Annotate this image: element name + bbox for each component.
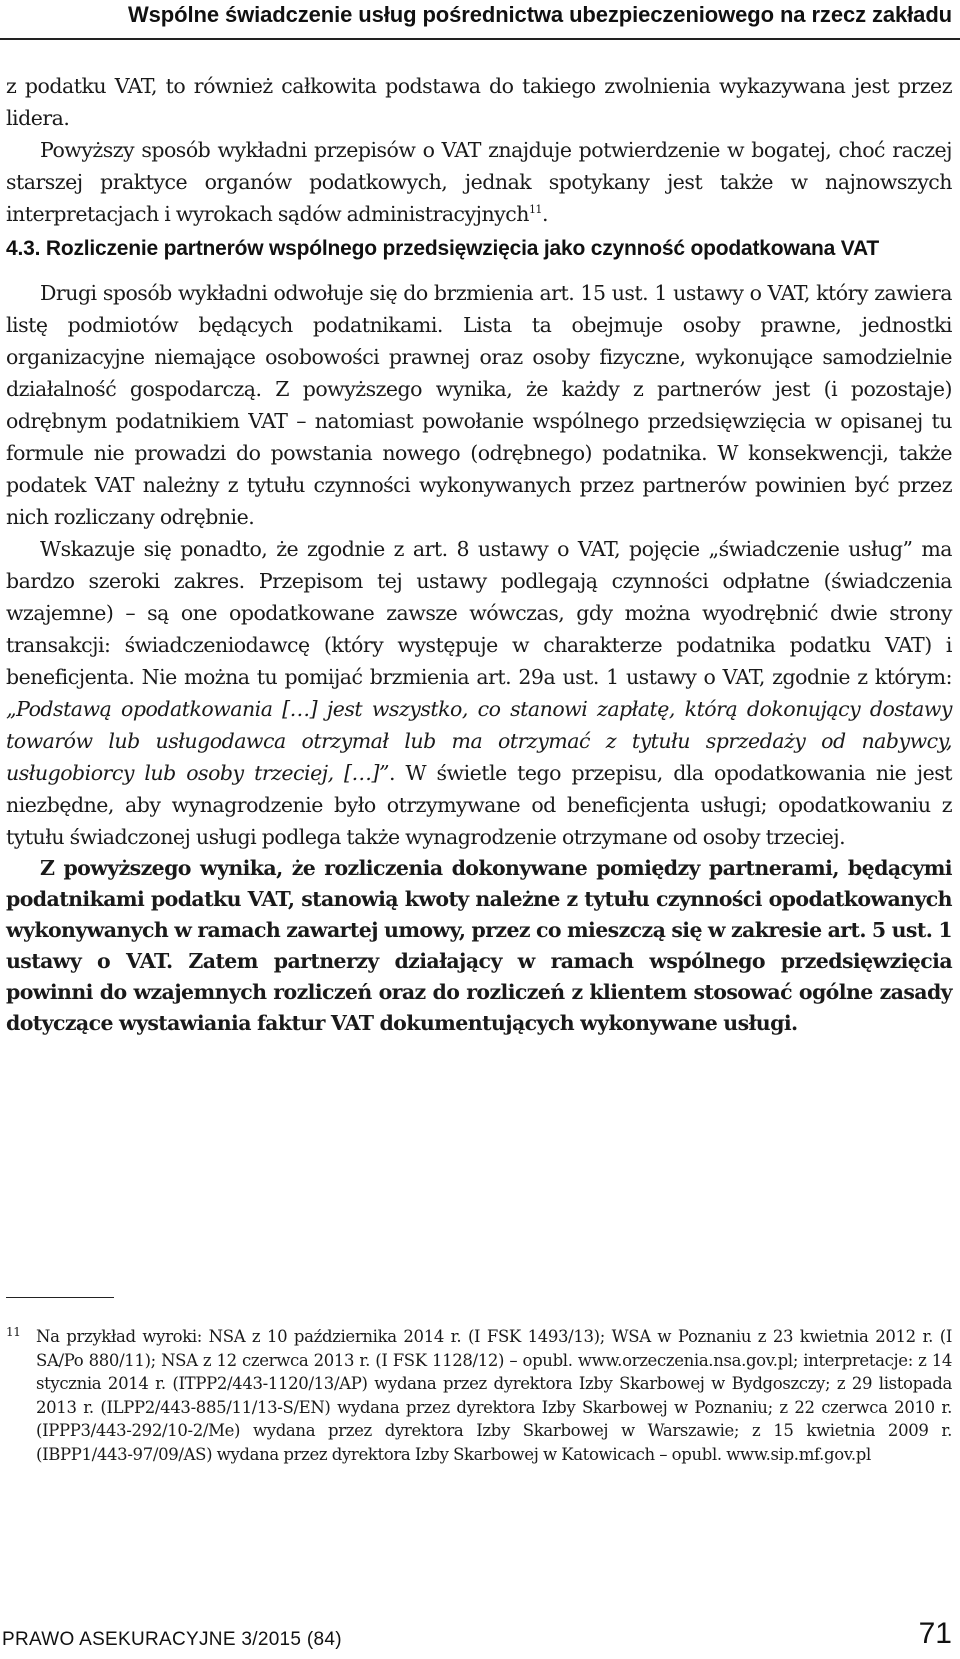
journal-footer: PRAWO ASEKURACYJNE 3/2015 (84) bbox=[2, 1629, 342, 1650]
statute-quote: „Podstawą opodatkowania […] jest wszystko, co stanowi zapłatę, którą dokonujący dostawy towarów lub usługodawca otrzymał lub ma otrzymać z tytułu sprzedaży od nabywcy, usługobiorcy lub osoby trzeciej, […]” bbox=[6, 697, 952, 785]
paragraph-interpretation bbox=[6, 134, 952, 230]
running-header bbox=[0, 0, 960, 40]
paragraph-service-end: . W świetle tego przepisu, dla opodatkowania nie jest niezbędne, aby wynagrodzenie było otrzymywane od beneficjenta usługi; opodatkowaniu z tytułu świadczonej usługi podlega także wynagrodzenie otrzymane od osoby trzeciej. bbox=[6, 761, 953, 849]
footnote-text: Na przykład wyroki: NSA z 10 października 2014 r. (I FSK 1493/13); WSA w Poznaniu z 23 kwietnia 2012 r. (I SA/Po 880/11); NSA z 12 czerwca 2013 r. (I FSK 1128/12) – opubl. www.orzeczenia.nsa.gov.pl; interpretacje: z 14 stycznia 2014 r. (ITPP2/443-1120/13/AP) wydana przez dyrektora Izby Skarbowej w Bydgoszczy; z 29 listopada 2013 r. (ILPP2/443-885/11/13-S/EN) wydana przez dyrektora Izby Skarbowej w Poznaniu; z 22 czerwca 2010 r. (IPPP3/443-292/10-2/Me) wydana przez dyrektora Izby Skarbowej w Warszawie; z 15 kwietnia 2009 r. (IBPP1/443-97/09/AS) wydana przez dyrektora Izby Skarbowej w Katowicach – opubl. www.sip.mf.gov.pl bbox=[36, 1327, 952, 1464]
section-heading: 4.3. Rozliczenie partnerów wspólnego przedsięwzięcia jako czynność opodatkowana VAT bbox=[6, 237, 879, 260]
paragraph-service-text: Wskazuje się ponadto, że zgodnie z art. 8 ustawy o VAT, pojęcie „świadczenie usług” ma bardzo szeroki zakres. Przepisom tej ustawy podlegają czynności odpłatne (świadczenia wzajemne) – są one opodatkowane zawsze wówczas, gdy można wyodrębnić dwie strony transakcji: świadczeniodawcę (który występuje w charakterze podatnika podatku VAT) i beneficjenta. Nie można tu pomijać brzmienia art. 29a ust. 1 ustawy o VAT, zgodnie z którym: bbox=[6, 537, 952, 689]
running-header-title: Wspólne świadczenie usług pośrednictwa ubezpieczeniowego na rzecz zakładu bbox=[128, 2, 952, 27]
paragraph-continuation: z podatku VAT, to również całkowita podstawa do takiego zwolnienia wykazywana jest przez lidera. bbox=[6, 74, 952, 130]
page-number: 71 bbox=[918, 1617, 952, 1650]
paragraph-interpretation-text: Powyższy sposób wykładni przepisów o VAT znajduje potwierdzenie w bogatej, choć raczej starszej praktyce organów podatkowych, jednak spotykany jest także w najnowszych interpretacjach i wyrokach sądów administracyjnych bbox=[6, 138, 952, 226]
footnote-divider bbox=[6, 1297, 114, 1298]
footnote bbox=[6, 1325, 952, 1466]
main-text bbox=[6, 70, 952, 1039]
paragraph-conclusion: Z powyższego wynika, że rozliczenia dokonywane pomiędzy partnerami, będącymi podatnikami podatku VAT, stanowią kwoty należne z tytułu czynności opodatkowanych wykonywanych w ramach zawartej umowy, przez co mieszczą się w zakresie art. 5 ust. 1 ustawy o VAT. Zatem partnerzy działający w ramach wspólnego przedsięwzięcia powinni do wzajemnych rozliczeń oraz do rozliczeń z klientem stosować ogólne zasady dotyczące wystawiania faktur VAT dokumentujących wykonywane usługi. bbox=[6, 856, 952, 1035]
footnote-reference[interactable]: 11 bbox=[528, 203, 542, 217]
paragraph-second-interpretation: Drugi sposób wykładni odwołuje się do brzmienia art. 15 ust. 1 ustawy o VAT, który zawiera listę podmiotów będących podatnikami. Lista ta obejmuje osoby prawne, jednostki organizacyjne niemające osobowości prawnej oraz osoby fizyczne, wykonujące samodzielnie działalność gospodarczą. Z powyższego wynika, że każdy z partnerów jest (i pozostaje) odrębnym podatnikiem VAT – natomiast powołanie wspólnego przedsięwzięcia w opisanej tu formule nie prowadzi do powstania nowego (odrębnego) podatnika. W konsekwencji, także podatek VAT należny z tytułu czynności wykonywanych przez partnerów powinien być przez nich rozliczany odrębnie. bbox=[6, 281, 952, 529]
paragraph-interpretation-end: . bbox=[541, 202, 548, 226]
footnote-number: 11 bbox=[6, 1325, 21, 1339]
paragraph-service-definition bbox=[6, 533, 952, 853]
